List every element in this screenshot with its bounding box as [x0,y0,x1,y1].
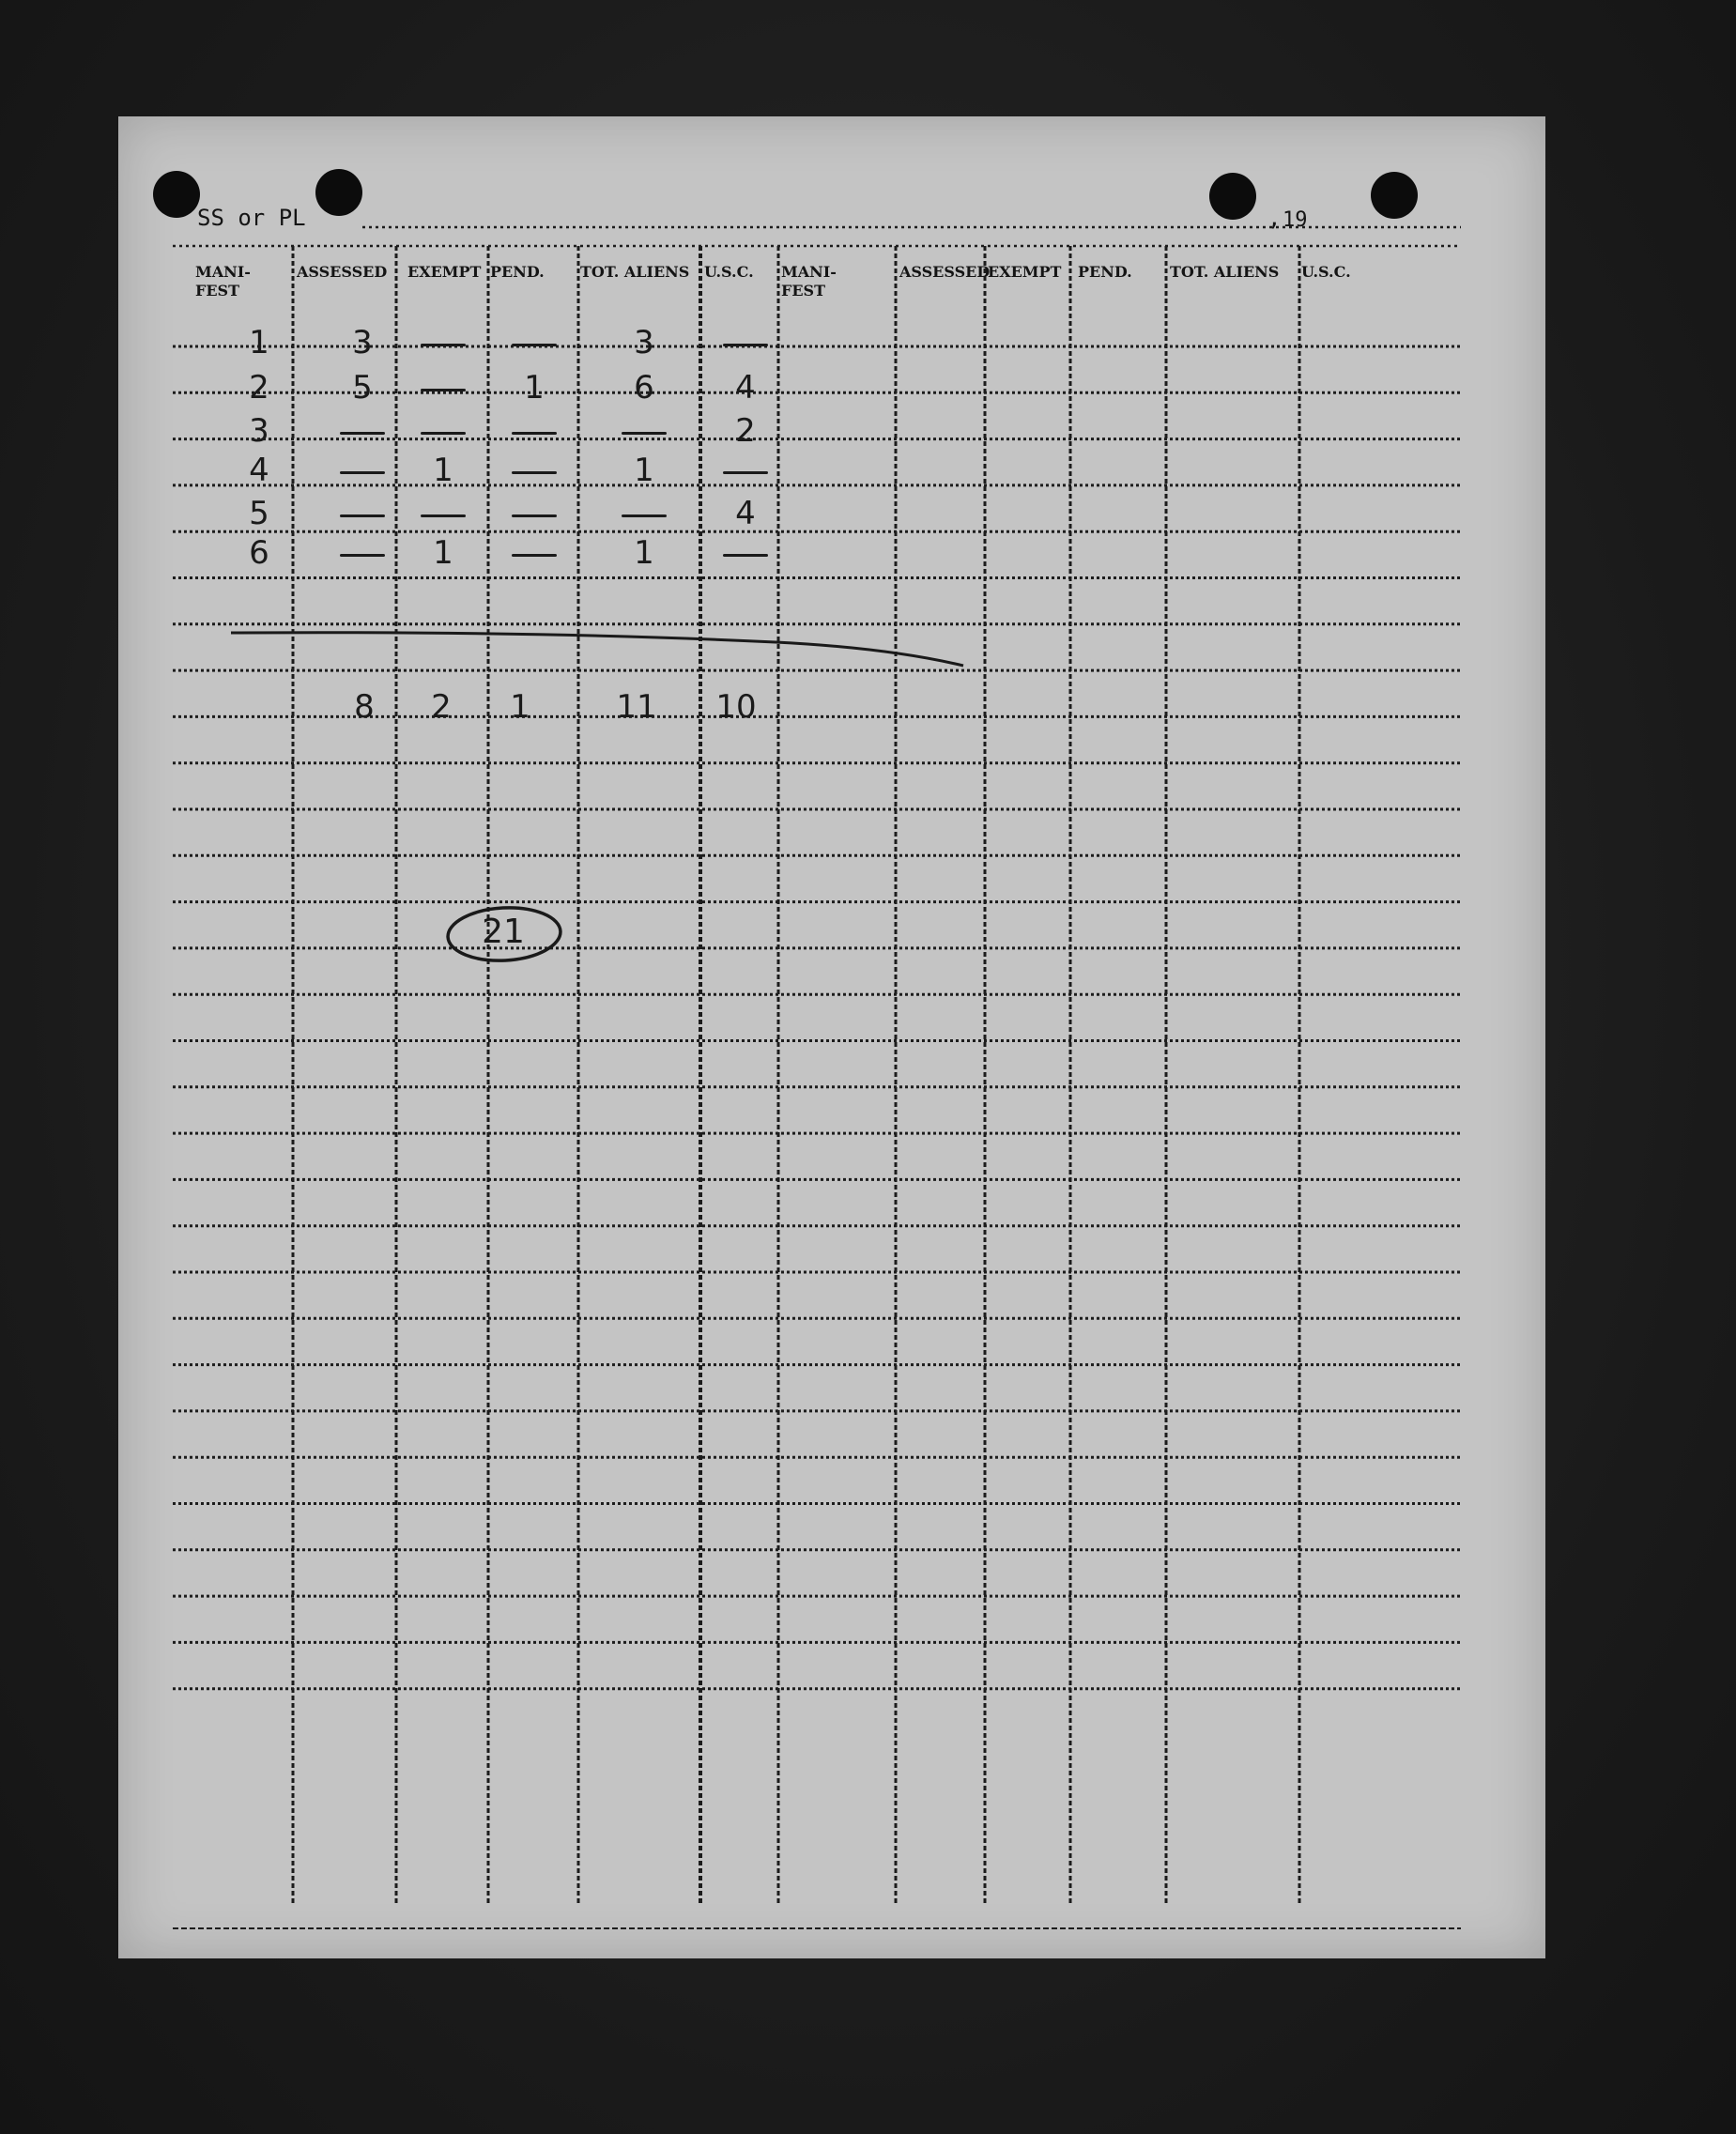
entry-tot-aliens: 1 [634,452,654,489]
column-header: EXEMPT [988,263,1062,281]
column-header: U.S.C. [704,263,754,281]
entry-manifest: 5 [249,495,269,532]
column-header: TOT. ALIENS [580,263,690,281]
entry-usc: 4 [735,495,756,532]
date-comma: , [1267,205,1282,231]
entry-exempt: 1 [433,534,453,572]
column-header: PEND. [490,263,545,281]
entry-usc: 4 [735,369,756,407]
column-header: U.S.C. [1301,263,1351,281]
total-exempt: 2 [431,688,452,726]
total-tot-aliens: 11 [616,688,657,726]
entry-exempt: 1 [433,452,453,489]
handwritten-marks [118,116,1545,1958]
column-header: PEND. [1078,263,1132,281]
total-assessed: 8 [354,688,375,726]
form-sheet [118,116,1545,1958]
grand-total-value: 21 [482,913,525,951]
column-header: ASSESSED [899,263,991,281]
entry-usc: 2 [735,412,756,450]
column-header: TOT. ALIENS [1170,263,1280,281]
column-header: EXEMPT [407,263,482,281]
ss-or-pl-label: SS or PL [197,205,306,231]
year-prefix: 19 [1283,208,1308,232]
column-header: ASSESSED [297,263,388,281]
entry-manifest: 2 [249,369,269,407]
entry-assessed: 3 [352,324,373,361]
entry-tot-aliens: 1 [634,534,654,572]
entry-manifest: 3 [249,412,269,450]
column-header: MANI- FEST [781,263,837,299]
column-header: MANI- FEST [195,263,251,299]
entry-tot-aliens: 3 [634,324,654,361]
entry-manifest: 1 [249,324,269,361]
entry-tot-aliens: 6 [634,369,654,407]
entry-manifest: 6 [249,534,269,572]
entry-pend: 1 [524,369,545,407]
total-underline [231,633,963,666]
total-usc: 10 [715,688,757,726]
total-pend: 1 [510,688,530,726]
entry-assessed: 5 [352,369,373,407]
entry-manifest: 4 [249,452,269,489]
